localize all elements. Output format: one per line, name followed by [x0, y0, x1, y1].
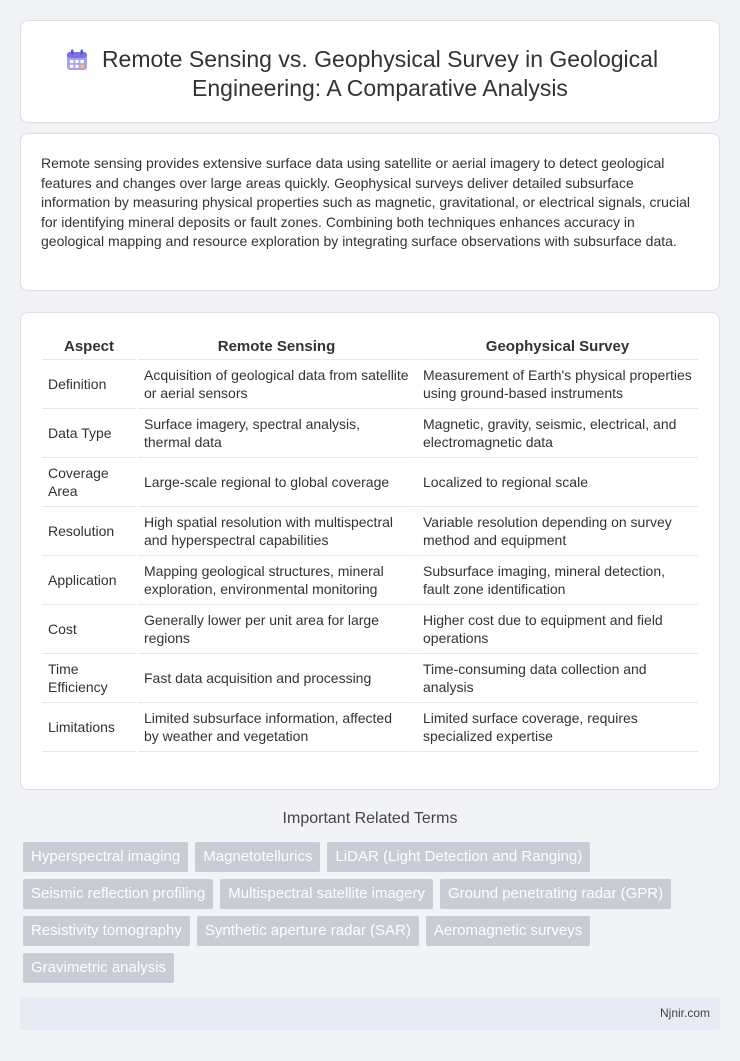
aspect-cell: Limitations — [42, 702, 137, 751]
aspect-cell: Time Efficiency — [42, 653, 137, 702]
remote-sensing-cell: Mapping geological structures, mineral exploration, environmental monitoring — [137, 555, 416, 604]
comparison-table-card — [20, 312, 720, 790]
page-title: Remote Sensing vs. Geophysical Survey in Geological Engineering: A Comparative Analysis — [101, 46, 659, 101]
geophysical-cell: Time-consuming data collection and analysis — [416, 653, 698, 702]
related-term-tag[interactable]: Magnetotellurics — [195, 842, 320, 872]
remote-sensing-cell: Generally lower per unit area for large regions — [137, 604, 416, 653]
header-remote-sensing: Remote Sensing — [137, 337, 416, 359]
table-row — [42, 359, 698, 408]
intro-card — [20, 133, 720, 291]
aspect-cell: Cost — [42, 604, 137, 653]
aspect-cell: Data Type — [42, 408, 137, 457]
table-row — [42, 702, 698, 751]
related-term-tag[interactable]: Multispectral satellite imagery — [220, 879, 433, 909]
geophysical-cell: Limited surface coverage, requires specialized expertise — [416, 702, 698, 751]
comparison-table — [42, 337, 698, 752]
aspect-cell: Coverage Area — [42, 457, 137, 506]
related-terms-title: Important Related Terms — [282, 810, 458, 827]
geophysical-cell: Higher cost due to equipment and field operations — [416, 604, 698, 653]
remote-sensing-cell: Fast data acquisition and processing — [137, 653, 416, 702]
geophysical-cell: Measurement of Earth's physical properties using ground-based instruments — [416, 359, 698, 408]
table-row — [42, 408, 698, 457]
footer — [20, 997, 720, 1030]
geophysical-cell: Localized to regional scale — [416, 457, 698, 506]
related-term-tag[interactable]: LiDAR (Light Detection and Ranging) — [327, 842, 590, 872]
footer-site-link[interactable]: Njnir.com — [659, 1006, 710, 1020]
geophysical-cell: Magnetic, gravity, seismic, electrical, and electromagnetic data — [416, 408, 698, 457]
table-row — [42, 555, 698, 604]
remote-sensing-cell: Large-scale regional to global coverage — [137, 457, 416, 506]
related-term-tag[interactable]: Gravimetric analysis — [23, 953, 174, 983]
table-row — [42, 604, 698, 653]
geophysical-cell: Variable resolution depending on survey method and equipment — [416, 506, 698, 555]
related-term-tag[interactable]: Ground penetrating radar (GPR) — [440, 879, 671, 909]
header-geophysical-survey: Geophysical Survey — [416, 337, 698, 359]
related-term-tag[interactable]: Aeromagnetic surveys — [426, 916, 590, 946]
related-term-tag[interactable]: Seismic reflection profiling — [23, 879, 213, 909]
remote-sensing-cell: Surface imagery, spectral analysis, thermal data — [137, 408, 416, 457]
remote-sensing-cell: High spatial resolution with multispectral and hyperspectral capabilities — [137, 506, 416, 555]
header-aspect: Aspect — [42, 337, 137, 359]
title-card — [20, 20, 720, 123]
remote-sensing-cell: Acquisition of geological data from satellite or aerial sensors — [137, 359, 416, 408]
geophysical-cell: Subsurface imaging, mineral detection, fault zone identification — [416, 555, 698, 604]
related-terms-list — [23, 842, 723, 983]
table-header-row — [42, 337, 698, 359]
related-term-tag[interactable]: Synthetic aperture radar (SAR) — [197, 916, 419, 946]
aspect-cell: Resolution — [42, 506, 137, 555]
remote-sensing-cell: Limited subsurface information, affected by weather and vegetation — [137, 702, 416, 751]
table-row — [42, 457, 698, 506]
table-row — [42, 506, 698, 555]
aspect-cell: Definition — [42, 359, 137, 408]
related-term-tag[interactable]: Hyperspectral imaging — [23, 842, 188, 872]
intro-paragraph: Remote sensing provides extensive surface data using satellite or aerial imagery to detect geological features and changes over large areas quickly. Geophysical surveys deliver detailed subsurface information by measuring physical properties such as magnetic, gravitational, or electrical signals, crucial for identifying mineral deposits or fault zones. Combining both techniques enhances accuracy in geological mapping and resource exploration by integrating surface observations with subsurface data. — [41, 155, 690, 249]
related-term-tag[interactable]: Resistivity tomography — [23, 916, 190, 946]
table-row — [42, 653, 698, 702]
aspect-cell: Application — [42, 555, 137, 604]
